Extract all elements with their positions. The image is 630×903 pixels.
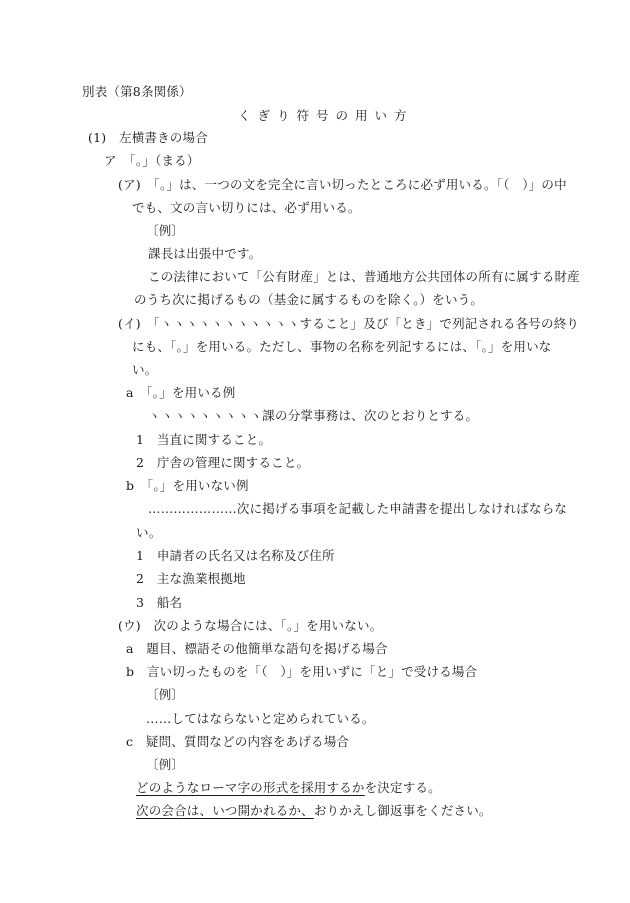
underlined-phrase: 次の会合は、いつ開かれるか、: [136, 803, 314, 818]
list-item-heading: b 言い切ったものを「（ ）」を用いずに「と」で受ける場合: [126, 664, 478, 679]
numbered-item: 1 当直に関すること。: [136, 432, 272, 447]
example-label: 〔例〕: [146, 687, 185, 702]
underlined-phrase: どのようなローマ字の形式を採用するか: [136, 780, 365, 795]
list-item-heading: a 「。」を用いる例: [126, 385, 236, 400]
list-item-heading: b 「。」を用いない例: [126, 478, 249, 493]
paragraph-line: (ウ) 次のような場合には、「。」を用いない。: [118, 618, 383, 633]
document-title: くぎり符号の用い方: [238, 108, 414, 123]
numbered-item: 1 申請者の氏名又は名称及び住所: [136, 548, 335, 563]
paragraph-line: (ア) 「。」は、一つの文を完全に言い切ったところに必ず用いる。「（ ）」の中: [118, 177, 567, 192]
example-line: のうち次に掲げるもの（基金に属するものを除く。）をいう。: [134, 292, 484, 307]
example-line: [136, 780, 441, 796]
example-line: …………………次に掲げる事項を記載した申請書を提出しなければならな: [148, 501, 568, 516]
phrase-text: おりかえし御返事をください。: [313, 803, 492, 818]
numbered-item: 2 庁舎の管理に関すること。: [136, 455, 310, 470]
example-line: 課長は出張中です。: [148, 246, 262, 261]
list-item-heading: a 題目、標語その他簡単な語句を掲げる場合: [126, 641, 388, 656]
paragraph-line: (イ) 「ヽヽヽヽヽヽヽヽヽヽヽすること」及び「とき」で列記される各号の終り: [118, 316, 580, 331]
document-header: 別表（第8条関係）: [82, 84, 192, 99]
example-line: ……してはならないと定められている。: [146, 711, 375, 726]
example-line: い。: [136, 525, 162, 540]
numbered-item: 3 船名: [136, 595, 183, 610]
list-item-heading: c 疑問、質問などの内容をあげる場合: [126, 734, 350, 749]
example-line: この法律において「公有財産」とは、普通地方公共団体の所有に属する財産: [148, 269, 580, 284]
example-line: ヽヽヽヽヽヽヽヽヽ課の分掌事務は、次のとおりとする。: [148, 408, 479, 423]
paragraph-line: でも、文の言い切りには、必ず用いる。: [132, 200, 361, 215]
example-line: [136, 803, 492, 819]
section-heading: (1) 左横書きの場合: [88, 130, 208, 145]
numbered-item: 2 主な漁業根拠地: [136, 571, 246, 586]
phrase-text: を決定する。: [364, 780, 441, 795]
paragraph-line: い。: [132, 362, 158, 377]
paragraph-line: にも、「。」を用いる。ただし、事物の名称を列記するには、「。」を用いな: [132, 339, 552, 354]
subsection-heading: ア 「。」（まる）: [104, 153, 200, 168]
example-label: 〔例〕: [146, 757, 185, 772]
example-label: 〔例〕: [146, 223, 185, 238]
